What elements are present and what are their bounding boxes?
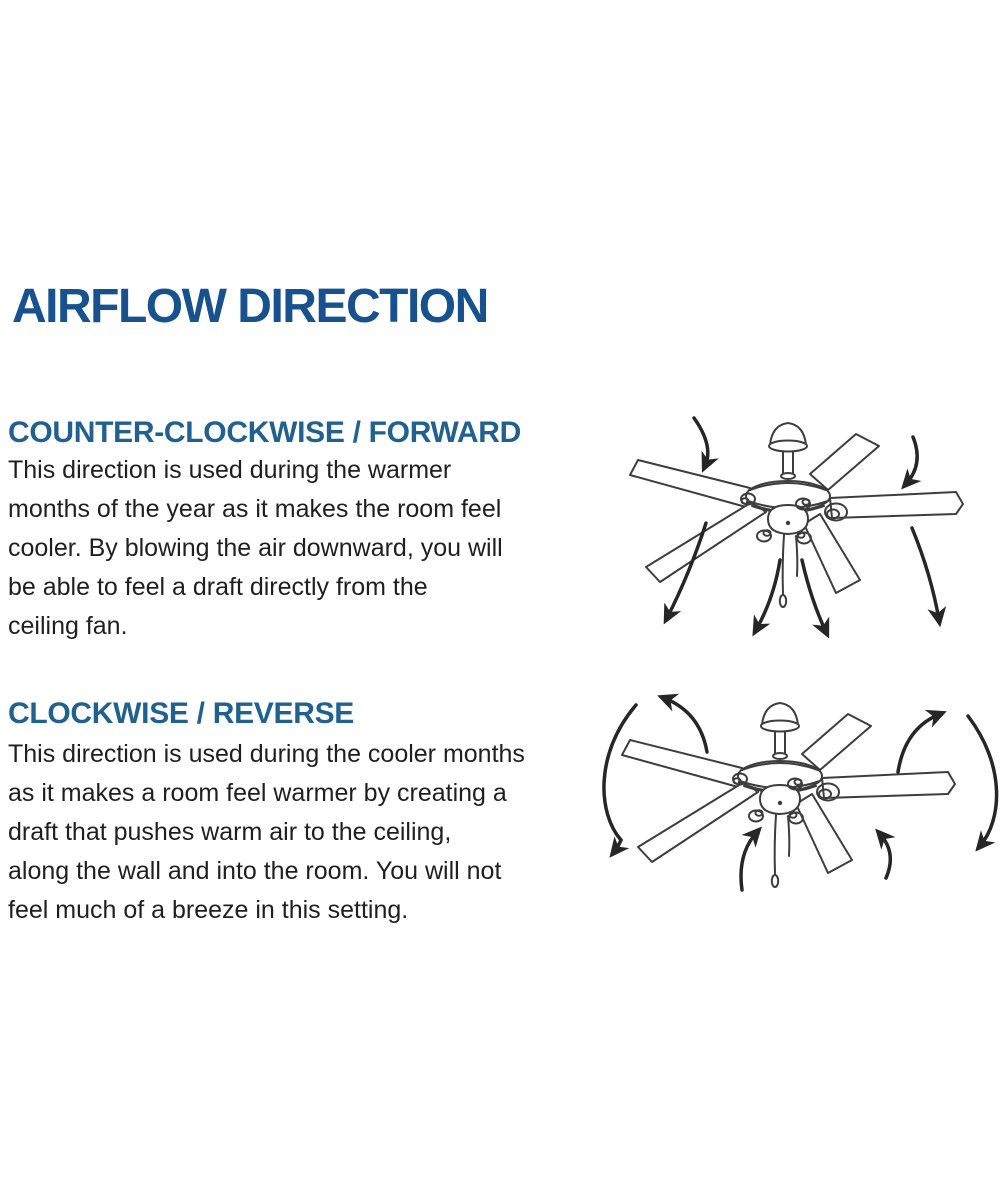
body-line: draft that pushes warm air to the ceiling, xyxy=(8,818,452,846)
circulation-arrow-far-right xyxy=(968,716,997,846)
body-line: feel much of a breeze in this setting. xyxy=(8,896,409,924)
body-line: cooler. By blowing the air downward, you will xyxy=(8,534,503,562)
airflow-arrow-down-top-right xyxy=(906,437,917,484)
section-heading-clockwise: CLOCKWISE / REVERSE xyxy=(8,697,355,730)
section-body-clockwise xyxy=(8,735,525,930)
body-line: as it makes a room feel warmer by creating a xyxy=(8,779,507,807)
fan-upward-airflow-figure xyxy=(588,668,1000,958)
airflow-arrow-up-top-left xyxy=(664,698,707,752)
airflow-arrow-up-bottom-right xyxy=(880,834,890,878)
airflow-arrow-down-center-left xyxy=(756,560,780,630)
body-line: be able to feel a draft directly from the xyxy=(8,573,428,601)
body-line: along the wall and into the room. You will not xyxy=(8,857,502,885)
airflow-arrow-up-bottom-left xyxy=(741,832,757,890)
airflow-arrow-down-top-left xyxy=(694,418,708,466)
ceiling-fan-illustration xyxy=(630,423,963,607)
body-line: ceiling fan. xyxy=(8,612,128,640)
body-line: This direction is used during the cooler months xyxy=(8,740,525,768)
airflow-arrow-down-right xyxy=(912,528,939,620)
body-line: This direction is used during the warmer xyxy=(8,456,452,484)
fan-downward-airflow-figure xyxy=(598,408,1000,660)
page-title: AIRFLOW DIRECTION xyxy=(12,280,488,333)
circulation-arrow-far-left xyxy=(604,705,636,852)
section-body-counter-clockwise xyxy=(8,451,503,646)
airflow-arrow-down-center-right xyxy=(802,560,826,632)
airflow-arrow-up-top-right xyxy=(898,714,940,772)
body-line: months of the year as it makes the room feel xyxy=(8,495,502,523)
section-heading-counter-clockwise: COUNTER-CLOCKWISE / FORWARD xyxy=(8,416,521,449)
ceiling-fan-illustration xyxy=(622,703,955,887)
